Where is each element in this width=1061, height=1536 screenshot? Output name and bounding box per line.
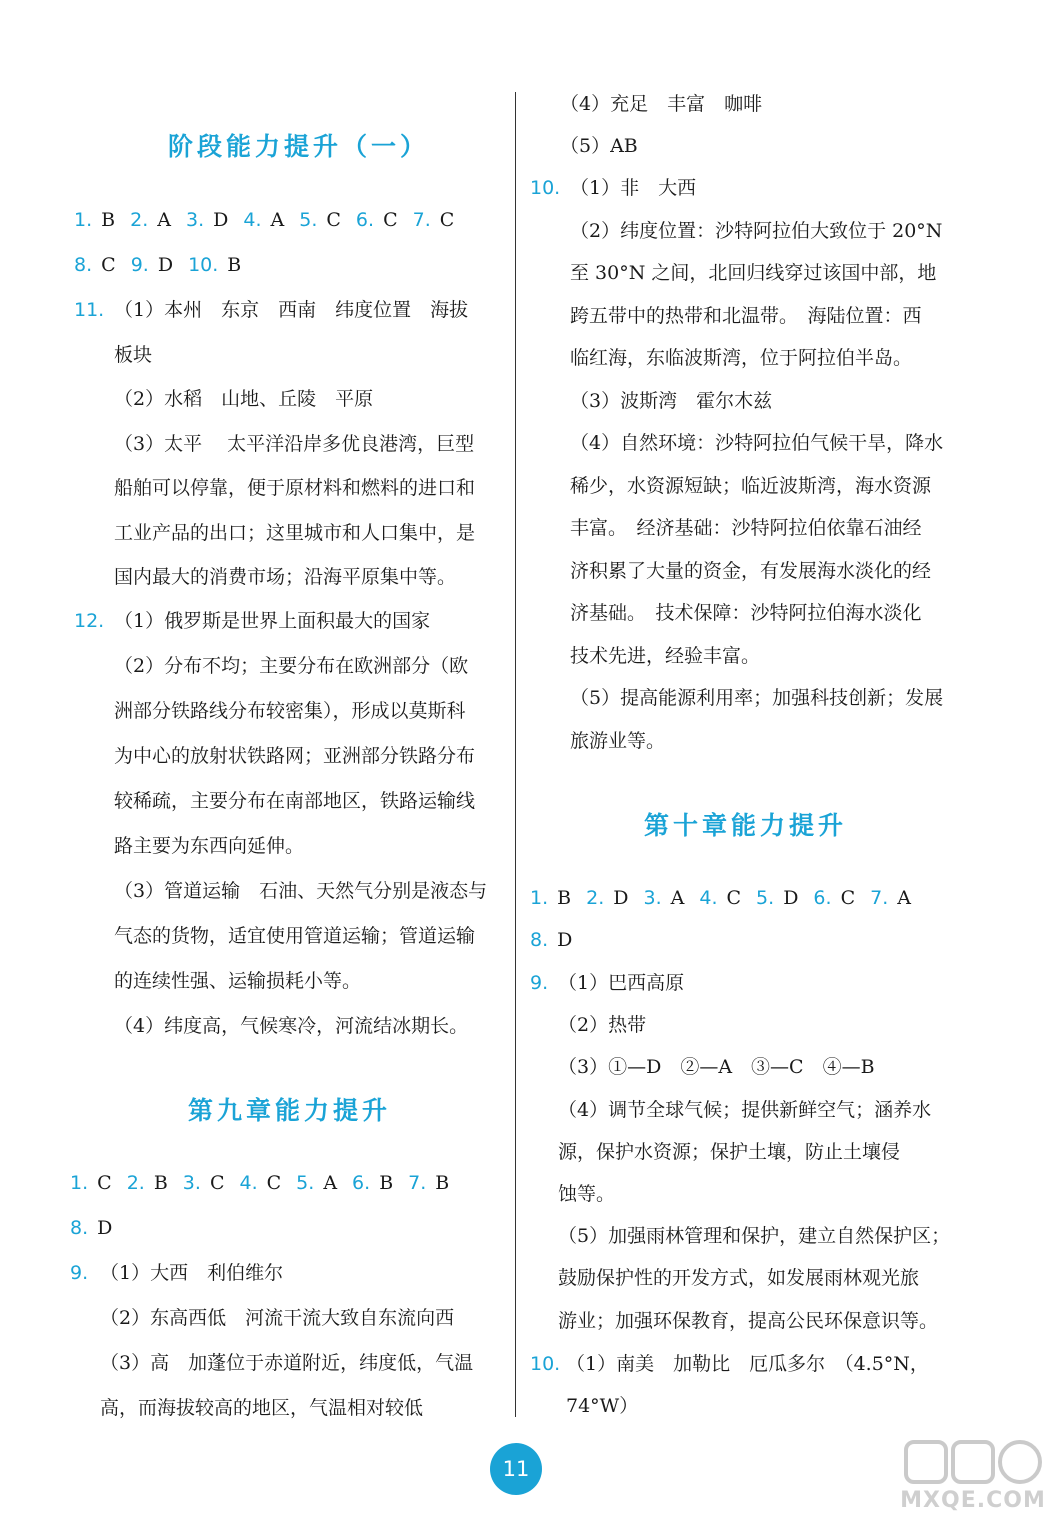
mc-question-number: 6. <box>355 209 375 231</box>
mc-question-number: 9. <box>130 254 149 276</box>
mc-answer-row <box>70 1174 464 1193</box>
mc-answer-row <box>70 1219 127 1238</box>
question-number: 10. <box>530 177 561 199</box>
mc-answer-letter: C <box>97 1172 112 1194</box>
watermark-text: MXQE.COM <box>900 1488 1046 1513</box>
mc-question-number: 3. <box>182 1172 201 1194</box>
mc-question-number: 1. <box>530 887 549 909</box>
question-number: 9. <box>70 1262 89 1284</box>
answer-line: 洲部分铁路线分布较密集），形成以莫斯科 <box>114 700 466 722</box>
mc-question-number: 7. <box>408 1172 427 1194</box>
mc-answer-row <box>530 931 587 950</box>
answer-line: （3）高 加蓬位于赤道附近，纬度低，气温 <box>100 1352 474 1374</box>
answer-line: 济基础。 技术保障：沙特阿拉伯海水淡化 <box>570 602 922 624</box>
mc-question-number: 5. <box>756 887 775 909</box>
answer-line: （5）AB <box>560 135 638 157</box>
mc-question-number: 10. <box>188 254 219 276</box>
answer-line: （4）调节全球气候；提供新鲜空气；涵养水 <box>558 1098 932 1121</box>
mc-answer-letter: C <box>101 254 116 276</box>
mc-answer-letter: A <box>323 1172 338 1194</box>
answer-line: （2）分布不均；主要分布在欧洲部分（欧 <box>114 655 469 677</box>
answer-line: 济积累了大量的资金，有发展海水淡化的经 <box>570 559 932 582</box>
answer-line: 气态的货物，适宜使用管道运输；管道运输 <box>114 925 476 947</box>
mc-answer-letter: B <box>435 1172 450 1194</box>
mc-answer-letter: D <box>613 887 629 909</box>
answer-line: 路主要为东西向延伸。 <box>114 835 305 857</box>
answer-line: 至 30°N 之间，北回归线穿过该国中部，地 <box>570 262 937 284</box>
mc-question-number: 6. <box>352 1172 371 1194</box>
answer-line: 临红海，东临波斯湾，位于阿拉伯半岛。 <box>570 347 913 369</box>
mc-answer-letter: C <box>439 209 455 231</box>
mc-answer-letter: D <box>157 254 174 276</box>
mc-answer-letter: D <box>213 209 229 231</box>
answer-line: 的连续性强、运输损耗小等。 <box>114 970 362 992</box>
watermark <box>898 1436 1048 1528</box>
answer-line: （4）自然环境：沙特阿拉伯气候干旱，降水 <box>570 432 944 454</box>
mc-question-number: 8. <box>74 254 93 276</box>
answer-line: 板块 <box>114 343 153 366</box>
answer-line: （1）南美 加勒比 厄瓜多尔 （4.5°N， <box>566 1353 929 1375</box>
answer-line: （5）加强雨林管理和保护，建立自然保护区； <box>558 1225 951 1248</box>
answer-line: （2）纬度位置：沙特阿拉伯大致位于 20°N <box>570 219 943 242</box>
answer-line: （4）充足 丰富 咖啡 <box>560 93 763 115</box>
answer-line: 国内最大的消费市场；沿海平原集中等。 <box>114 566 457 588</box>
mc-question-number: 8. <box>70 1217 89 1239</box>
mc-answer-letter: C <box>840 887 856 909</box>
mc-question-number: 2. <box>126 1172 145 1194</box>
answer-line: 丰富。 经济基础：沙特阿拉伯依靠石油经 <box>570 517 922 539</box>
mc-answer-letter: A <box>270 209 285 231</box>
answer-line: 为中心的放射状铁路网；亚洲部分铁路分布 <box>114 745 476 767</box>
question-number: 12. <box>74 610 105 632</box>
answer-line: 旅游业等。 <box>570 729 666 752</box>
answer-line: （5）提高能源利用率；加强科技创新；发展 <box>570 687 944 709</box>
answer-line: 稀少，水资源短缺；临近波斯湾，海水资源 <box>570 474 932 497</box>
answer-line: 船舶可以停靠，便于原材料和燃料的进口和 <box>114 477 476 499</box>
mc-answer-letter: D <box>783 887 799 909</box>
answer-line: 源，保护水资源；保护土壤，防止土壤侵 <box>558 1140 901 1163</box>
page-number-badge: 11 <box>490 1443 542 1495</box>
mc-question-number: 4. <box>239 1172 258 1194</box>
answer-line: （2）水稻 山地、丘陵 平原 <box>114 388 374 410</box>
mc-answer-letter: D <box>97 1217 113 1239</box>
mc-answer-row <box>530 889 926 908</box>
answer-line: （1）非 大西 <box>570 177 697 199</box>
mc-question-number: 1. <box>74 209 93 231</box>
answer-line: （3）太平 太平洋沿岸多优良港湾，巨型 <box>114 432 475 455</box>
mc-answer-letter: B <box>227 254 242 276</box>
mc-answer-letter: B <box>557 887 572 909</box>
mc-answer-letter: B <box>379 1172 394 1194</box>
mc-answer-letter: A <box>670 887 685 909</box>
mc-answer-letter: C <box>726 887 742 909</box>
mc-question-number: 4. <box>699 887 718 909</box>
mc-answer-letter: C <box>326 209 341 231</box>
mc-answer-letter: B <box>101 209 116 231</box>
section-heading: 第十章能力提升 <box>644 811 848 840</box>
mc-question-number: 3. <box>643 887 662 909</box>
mc-question-number: 5. <box>299 209 318 231</box>
answer-line: （2）热带 <box>558 1014 647 1037</box>
answer-line: （1）本州 东京 西南 纬度位置 海拔 <box>114 299 469 321</box>
answer-line: 高，而海拔较高的地区，气温相对较低 <box>100 1397 424 1419</box>
mc-question-number: 2. <box>130 209 149 231</box>
answer-line: （1）大西 利伯维尔 <box>100 1262 284 1284</box>
question-number: 11. <box>74 299 105 321</box>
answer-line: （1）俄罗斯是世界上面积最大的国家 <box>114 610 431 632</box>
answer-line: 技术先进，经验丰富。 <box>570 644 761 667</box>
mc-answer-letter: A <box>157 209 171 231</box>
mc-answer-letter: C <box>266 1172 282 1194</box>
section-heading: 第九章能力提升 <box>188 1096 392 1125</box>
question-number: 10. <box>530 1353 561 1375</box>
mc-question-number: 5. <box>296 1172 315 1194</box>
answer-line: 工业产品的出口；这里城市和人口集中，是 <box>114 521 476 544</box>
mc-answer-letter: B <box>153 1172 168 1194</box>
answer-line: 跨五带中的热带和北温带。 海陆位置：西 <box>570 304 922 327</box>
answer-line: 74°W） <box>566 1395 639 1417</box>
answer-line: 蚀等。 <box>558 1183 616 1205</box>
question-number: 9. <box>530 972 549 994</box>
mc-question-number: 7. <box>412 209 431 231</box>
mc-answer-letter: A <box>897 887 911 909</box>
mc-answer-row <box>74 256 256 275</box>
mc-question-number: 7. <box>870 887 889 909</box>
mc-question-number: 3. <box>185 209 205 231</box>
mc-question-number: 2. <box>586 887 605 909</box>
mc-question-number: 6. <box>813 887 832 909</box>
column-divider <box>515 92 516 1417</box>
mc-answer-letter: C <box>209 1172 225 1194</box>
answer-line: 鼓励保护性的开发方式，如发展雨林观光旅 <box>558 1267 920 1290</box>
mc-question-number: 1. <box>70 1172 89 1194</box>
answer-line: （3）管道运输 石油、天然气分别是液态与 <box>114 880 488 902</box>
section-heading: 阶段能力提升（一） <box>168 132 430 161</box>
mc-answer-letter: C <box>383 209 398 231</box>
answer-line: （3）①—D ②—A ③—C ④—B <box>558 1056 875 1079</box>
answer-line: 较稀疏，主要分布在南部地区，铁路运输线 <box>114 790 476 812</box>
answer-line: 游业；加强环保教育，提高公民环保意识等。 <box>558 1309 939 1332</box>
mc-answer-row <box>74 211 469 230</box>
mc-question-number: 4. <box>243 209 262 231</box>
watermark-logo-icon <box>898 1436 1048 1496</box>
answer-line: （3）波斯湾 霍尔木兹 <box>570 389 773 412</box>
mc-question-number: 8. <box>530 929 549 951</box>
answer-line: （4）纬度高，气候寒冷，河流结冰期长。 <box>114 1015 469 1037</box>
answer-line: （2）东高西低 河流干流大致自东流向西 <box>100 1307 455 1329</box>
answer-line: （1）巴西高原 <box>558 972 685 994</box>
mc-answer-letter: D <box>557 929 573 951</box>
